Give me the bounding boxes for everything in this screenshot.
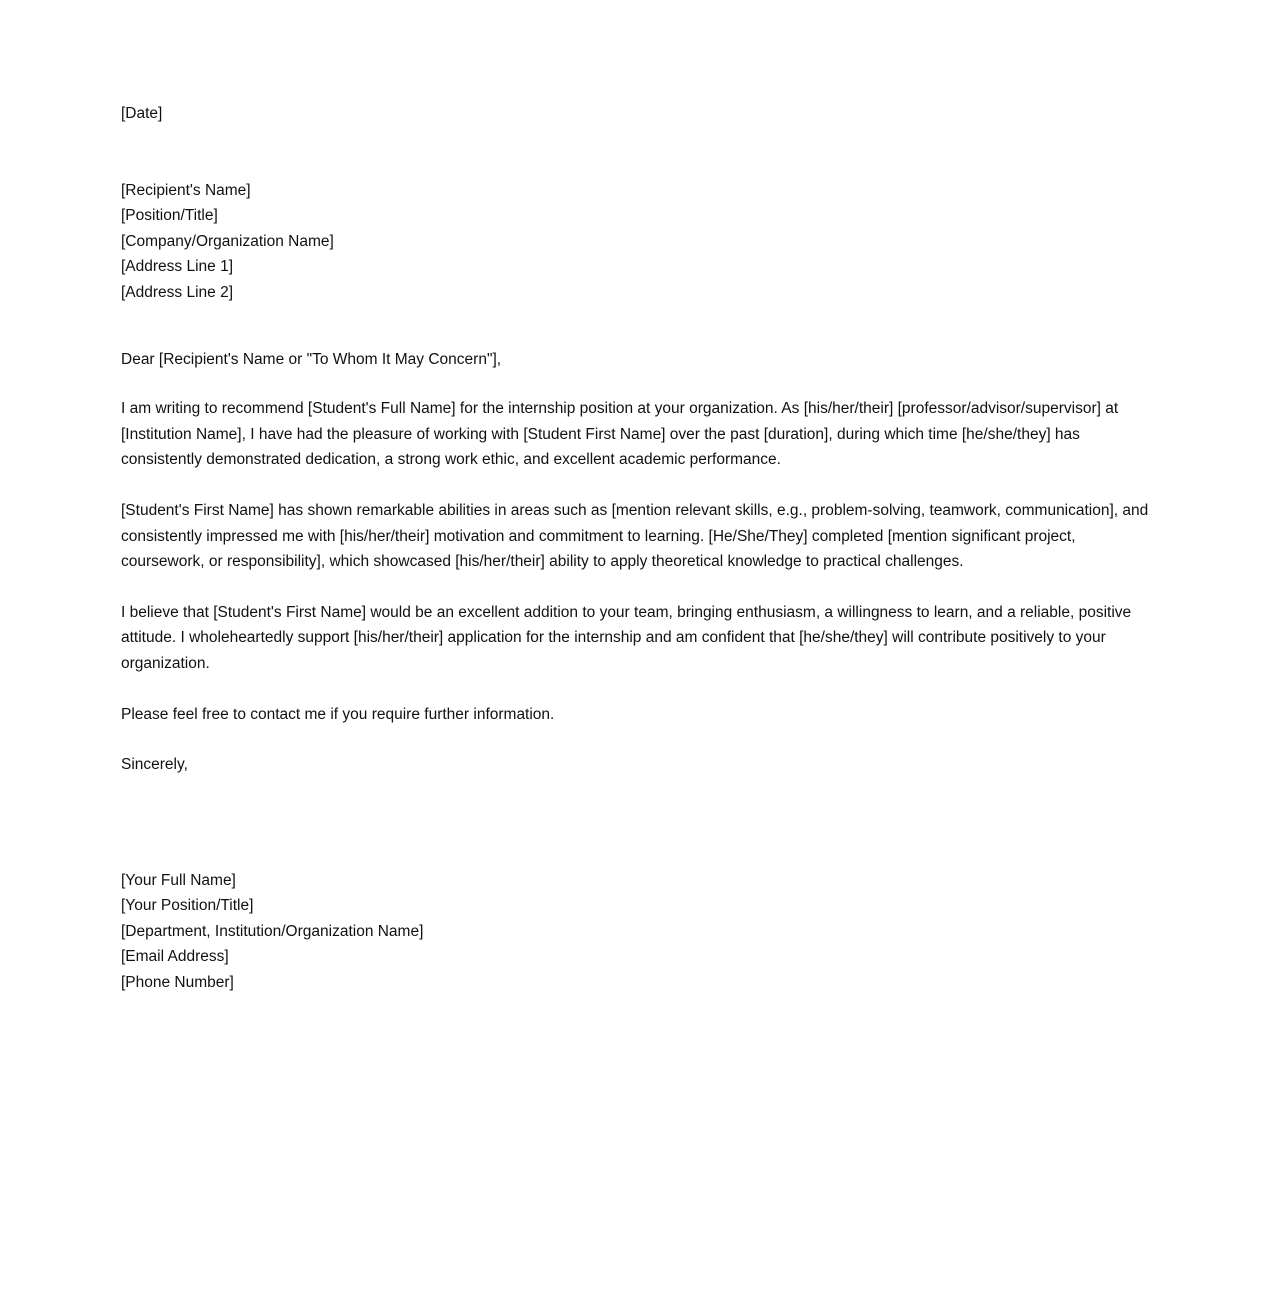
recipient-address-line-2: [Address Line 2] — [121, 283, 234, 301]
contact-invitation-paragraph: Please feel free to contact me if you require further information. — [121, 705, 555, 723]
closing-line: Sincerely, — [121, 756, 188, 774]
sender-phone-line: [Phone Number] — [121, 974, 234, 992]
sender-position-line: [Your Position/Title] — [121, 897, 254, 915]
recipient-address-line-1: [Address Line 1] — [121, 258, 234, 276]
sender-email-line: [Email Address] — [121, 948, 229, 966]
spacer-between-paragraph-1-2 — [121, 473, 1159, 498]
spacer-between-paragraph-3-4 — [121, 677, 1159, 702]
spacer-before-closing — [121, 727, 1159, 752]
signature-space-extra — [121, 843, 1159, 868]
body-paragraph-1: I am writing to recommend [Student's Full Name] for the internship position at your organization. As [his/her/their] [professor/advisor/supervisor] at [Institution Name], I have had the pleasure of working with [Student First Name] over the past [duration], during which time [he/she/they] has consistently demonstrated dedication, a strong work ethic, and excellent academic performance. — [121, 400, 1119, 469]
sender-department-line: [Department, Institution/Organization Name] — [121, 922, 424, 940]
sender-signature-block — [121, 868, 1159, 996]
spacer-between-paragraph-2-3 — [121, 575, 1159, 600]
body-paragraph-3: I believe that [Student's First Name] would be an excellent addition to your team, bringing enthusiasm, a willingness to learn, and a reliable, positive attitude. I wholeheartedly support [his/her/their] application for the internship and am confident that [he/she/they] will contribute positively to your organization. — [121, 603, 1132, 672]
salutation-line: Dear [Recipient's Name or "To Whom It May Concern"], — [121, 350, 502, 368]
body-paragraph-2: [Student's First Name] has shown remarkable abilities in areas such as [mention relevant skills, e.g., problem-solving, teamwork, communication], and consistently impressed me with [his/her/their] motivation and commitment to learning. [He/She/They] completed [mention significant project, coursework, or responsibility], which showcased [his/her/their] ability to apply theoretical knowledge to practical challenges. — [121, 501, 1149, 571]
date-line: [Date] — [121, 105, 163, 122]
spacer-after-date — [121, 127, 1159, 178]
letter-content — [121, 101, 1159, 996]
recipient-position-line: [Position/Title] — [121, 207, 218, 225]
spacer-after-salutation — [121, 372, 1159, 396]
recipient-address-block — [121, 178, 1159, 306]
sender-name-line: [Your Full Name] — [121, 871, 236, 889]
recipient-company-line: [Company/Organization Name] — [121, 232, 334, 250]
recipient-name-line: [Recipient's Name] — [121, 181, 251, 199]
signature-space — [121, 778, 1159, 843]
spacer-after-address — [121, 306, 1159, 347]
